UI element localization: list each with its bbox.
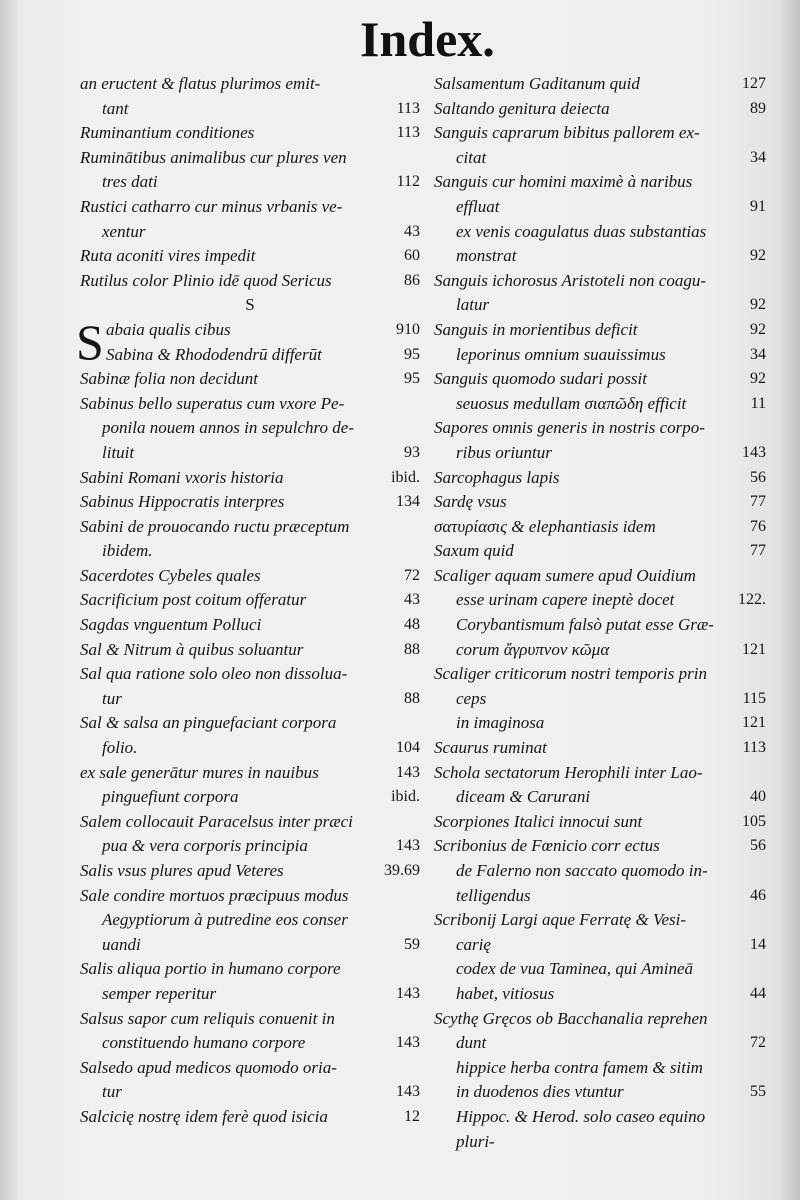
- entry-text: Schola sectatorum Herophili inter Lao-: [434, 762, 703, 782]
- index-entry: [80, 908, 420, 933]
- entry-text: in imaginosa: [456, 713, 545, 733]
- page-number: 72: [750, 1034, 766, 1052]
- entry-text: lituit: [102, 442, 135, 462]
- page-number: 910: [396, 320, 420, 338]
- index-entry: [434, 269, 766, 294]
- index-entry: [434, 957, 766, 982]
- entry-text: leporinus omnium suauissimus: [456, 344, 666, 364]
- entry-text: Sanguis ichorosus Aristoteli non coagu-: [434, 270, 706, 290]
- index-entry: [434, 687, 766, 712]
- page-number: 95: [404, 345, 420, 363]
- page-number: ibid.: [391, 468, 420, 486]
- index-entry: [434, 982, 766, 1007]
- index-entry: [80, 1105, 420, 1130]
- entry-text: Ruminātibus animalibus cur plures ven: [80, 147, 347, 167]
- index-entry: [80, 613, 420, 638]
- index-entry: [80, 638, 420, 663]
- entry-text: Scythę Gręcos ob Bacchanalia reprehen: [434, 1008, 708, 1028]
- page-number: 134: [396, 493, 420, 511]
- entry-text: Sardę vsus: [434, 492, 507, 512]
- index-entry: [434, 1056, 766, 1081]
- entry-text: ibidem.: [102, 541, 153, 561]
- page-number: 56: [750, 837, 766, 855]
- entry-text: pluri-: [456, 1131, 495, 1151]
- index-entry: [80, 539, 420, 564]
- entry-text: diceam & Carurani: [456, 787, 591, 807]
- index-entry: [434, 613, 766, 638]
- index-entry: [80, 121, 420, 146]
- entry-text: Corybantismum falsò putat esse Græ-: [456, 615, 714, 635]
- index-entry: [434, 1080, 766, 1105]
- index-entry: [434, 466, 766, 491]
- index-entry: [434, 1130, 766, 1155]
- entry-text: Sabinæ folia non decidunt: [80, 369, 259, 389]
- entry-text: Salsedo apud medicos quomodo oria-: [80, 1057, 337, 1077]
- entry-text: hippice herba contra famem & sitim: [456, 1057, 703, 1077]
- index-entry: [80, 244, 420, 269]
- entry-text: in duodenos dies vtuntur: [456, 1082, 624, 1102]
- page-number: 113: [396, 124, 420, 142]
- page-number: 143: [396, 984, 420, 1002]
- index-entry: [434, 933, 766, 958]
- index-entry: [80, 220, 420, 245]
- entry-text: ex venis coagulatus duas substantias: [456, 221, 707, 241]
- page-number: 143: [396, 1034, 420, 1052]
- entry-text: citat: [456, 147, 487, 167]
- entry-text: σατυρίασις & elephantiasis idem: [434, 516, 656, 536]
- entry-text: constituendo humano corpore: [102, 1033, 306, 1053]
- page-number: 14: [750, 935, 766, 953]
- index-entry: [80, 810, 420, 835]
- index-entry: [80, 736, 420, 761]
- index-entry: [434, 564, 766, 589]
- page-number: 77: [750, 493, 766, 511]
- page-number: 113: [396, 99, 420, 117]
- page-number: 105: [742, 812, 766, 830]
- page-number: 127: [742, 75, 766, 92]
- entry-text: Sapores omnis generis in nostris corpo-: [434, 418, 705, 438]
- entry-text: Saltando genitura deiecta: [434, 98, 610, 118]
- entry-text: uandi: [102, 934, 141, 954]
- index-entry: [434, 785, 766, 810]
- entry-text: Sarcophagus lapis: [434, 467, 560, 487]
- entry-text: Scribonius de Fœnicio corr ectus: [434, 836, 660, 856]
- entry-text: Scorpiones Italici innocui sunt: [434, 811, 643, 831]
- index-entry: [80, 170, 420, 195]
- index-entry: [80, 441, 420, 466]
- index-entry: [80, 785, 420, 810]
- page-number: 48: [404, 616, 420, 634]
- page-number: 43: [404, 591, 420, 609]
- index-column-right: [434, 72, 766, 1154]
- index-entry: [80, 761, 420, 786]
- index-entry: [80, 711, 420, 736]
- page-number: 56: [750, 468, 766, 486]
- index-entry: [80, 490, 420, 515]
- entry-text: Sacerdotes Cybeles quales: [80, 565, 261, 585]
- index-entry: [80, 515, 420, 540]
- entry-text: Sal & salsa an pinguefaciant corpora: [80, 713, 337, 733]
- entry-text: Sabinus bello superatus cum vxore Pe-: [80, 393, 345, 413]
- index-entry: [80, 195, 420, 220]
- entry-text: ceps: [456, 688, 487, 708]
- index-entry: [80, 859, 420, 884]
- entry-text: Salsamentum Gaditanum quid: [434, 74, 640, 93]
- index-entry: [434, 539, 766, 564]
- page-number: 91: [750, 197, 766, 215]
- page-number: 112: [396, 173, 420, 191]
- index-entry: [434, 97, 766, 122]
- index-entry: [434, 220, 766, 245]
- index-entry: [434, 490, 766, 515]
- page-number: 92: [750, 320, 766, 338]
- page-number: 60: [404, 247, 420, 265]
- index-entry: [80, 97, 420, 122]
- entry-text: esse urinam capere ineptè docet: [456, 590, 675, 610]
- entry-text: Hippoc. & Herod. solo caseo equino: [456, 1106, 706, 1126]
- index-entry: [80, 884, 420, 909]
- entry-text: Sanguis caprarum bibitus pallorem ex-: [434, 123, 700, 143]
- index-entry: [434, 761, 766, 786]
- index-entry: [434, 441, 766, 466]
- entry-text: semper reperitur: [102, 983, 217, 1003]
- page-number: 121: [742, 640, 766, 658]
- page-number: 55: [750, 1083, 766, 1101]
- index-entry: [434, 1031, 766, 1056]
- index-entry: [434, 170, 766, 195]
- index-entry: [80, 1031, 420, 1056]
- entry-text: tur: [102, 1082, 122, 1102]
- entry-text: an eructent & flatus plurimos emit-: [80, 74, 321, 93]
- entry-text: Sacrificium post coitum offeratur: [80, 590, 307, 610]
- entry-text: de Falerno non saccato quomodo in-: [456, 861, 708, 880]
- page-number: 40: [750, 788, 766, 806]
- page-number: 143: [742, 443, 766, 461]
- index-entry: [80, 834, 420, 859]
- entry-text: Salis vsus plures apud Veteres: [80, 861, 284, 880]
- index-entry: [80, 588, 420, 613]
- entry-text: pua & vera corporis principia: [102, 836, 308, 856]
- index-entry: [434, 416, 766, 441]
- page-edge-shadow: [778, 0, 800, 1200]
- index-entry: [434, 244, 766, 269]
- entry-text: tres dati: [102, 172, 158, 192]
- entry-text: pinguefiunt corpora: [102, 787, 239, 807]
- entry-text: Sabini Romani vxoris historia: [80, 467, 284, 487]
- entry-text: latur: [456, 295, 490, 315]
- index-entry: [434, 810, 766, 835]
- entry-text: Salem collocauit Paracelsus inter præci: [80, 811, 353, 831]
- entry-text: Scaurus ruminat: [434, 738, 547, 758]
- index-entry: [80, 343, 420, 368]
- entry-text: ponila nouem annos in sepulchro de-: [102, 418, 354, 438]
- index-entry: [434, 1105, 766, 1130]
- entry-text: ribus oriuntur: [456, 442, 552, 462]
- page-number: 104: [396, 739, 420, 757]
- entry-text: xentur: [102, 221, 146, 241]
- index-entry: [80, 367, 420, 392]
- page-number: 72: [404, 566, 420, 584]
- page-number: 43: [404, 222, 420, 240]
- index-entry: [80, 269, 420, 294]
- entry-text: Ruminantium conditiones: [80, 123, 255, 143]
- entry-text: tant: [102, 98, 129, 118]
- index-entry: [434, 367, 766, 392]
- page-number: 77: [750, 542, 766, 560]
- page-number: 12: [404, 1107, 420, 1125]
- entry-text: Salsus sapor cum reliquis conuenit in: [80, 1008, 335, 1028]
- entry-text: codex de vua Taminea, qui Amineā: [456, 959, 694, 979]
- entry-text: Rutilus color Plinio idē quod Sericus: [80, 270, 332, 290]
- entry-text: Sanguis cur homini maximè à naribus: [434, 172, 693, 192]
- page-number: 143: [396, 1083, 420, 1101]
- entry-text: Sabini de prouocando ructu præceptum: [80, 516, 350, 536]
- entry-text: Scaliger criticorum nostri temporis prin: [434, 664, 707, 684]
- index-entry: [80, 933, 420, 958]
- entry-text: folio.: [102, 738, 138, 758]
- index-entry: [80, 687, 420, 712]
- index-entry: [434, 72, 766, 97]
- entry-text: Scribonij Largi aque Ferratę & Vesi-: [434, 910, 686, 930]
- entry-text: ex sale generātur mures in nauibus: [80, 762, 319, 782]
- page-number: 92: [750, 370, 766, 388]
- page-number: 143: [396, 763, 420, 781]
- page-number: 92: [750, 247, 766, 265]
- entry-text: Rustici catharro cur minus vrbanis ve-: [80, 196, 343, 216]
- page-number: 95: [404, 370, 420, 388]
- page-number: 113: [742, 739, 766, 757]
- entry-text: Ruta aconiti vires impedit: [80, 246, 256, 266]
- index-entry: [80, 392, 420, 417]
- entry-text: habet, vitiosus: [456, 983, 555, 1003]
- index-entry: [434, 293, 766, 318]
- entry-text: telligendus: [456, 885, 531, 905]
- entry-text: Salis aliqua portio in humano corpore: [80, 959, 341, 979]
- entry-text: tur: [102, 688, 122, 708]
- page-number: 44: [750, 984, 766, 1002]
- page-number: 39.69: [384, 862, 420, 879]
- entry-text: Sagdas vnguentum Polluci: [80, 615, 262, 635]
- drop-capital: S: [76, 313, 104, 370]
- entry-text: Sabinus Hippocratis interpres: [80, 492, 285, 512]
- index-entry: [434, 736, 766, 761]
- letter-section-heading: S: [245, 295, 255, 315]
- index-entry: [434, 515, 766, 540]
- entry-text: Scaliger aquam sumere apud Ouidium: [434, 565, 696, 585]
- entry-text: Sabina & Rhododendrū differūt: [106, 344, 322, 364]
- index-entry: [434, 638, 766, 663]
- page-number: 11: [750, 394, 766, 412]
- index-entry: [80, 466, 420, 491]
- entry-text: carię: [456, 934, 491, 954]
- index-entry: [80, 662, 420, 687]
- entry-text: effluat: [456, 196, 500, 216]
- entry-text: dunt: [456, 1033, 487, 1053]
- page-number: 121: [742, 714, 766, 732]
- entry-text: monstrat: [456, 246, 517, 266]
- page-number: 143: [396, 837, 420, 855]
- entry-text: seuosus medullam σιαπῶδη efficit: [456, 393, 687, 413]
- page-gutter-shadow: [0, 0, 18, 1200]
- index-entry: [80, 416, 420, 441]
- index-entry: [434, 884, 766, 909]
- page-number: 122.: [738, 591, 766, 609]
- index-entry: [80, 1080, 420, 1105]
- index-entry: [434, 908, 766, 933]
- index-entry: [434, 1007, 766, 1032]
- index-entry: [434, 343, 766, 368]
- index-entry: [434, 834, 766, 859]
- page-number: 92: [750, 296, 766, 314]
- index-entry: [434, 318, 766, 343]
- index-entry: [434, 662, 766, 687]
- entry-text: Sal & Nitrum à quibus soluantur: [80, 639, 304, 659]
- running-head: Index.: [360, 11, 495, 67]
- index-entry: [80, 564, 420, 589]
- page-number: 93: [404, 443, 420, 461]
- index-entry: [434, 711, 766, 736]
- entry-text: Aegyptiorum à putredine eos conser: [102, 910, 348, 930]
- index-entry: [80, 146, 420, 171]
- page-number: 88: [404, 689, 420, 707]
- entry-text: Sale condire mortuos præcipuus modus: [80, 885, 349, 905]
- index-entry: [434, 195, 766, 220]
- page-number: 88: [404, 640, 420, 658]
- page-number: 86: [404, 271, 420, 289]
- entry-text: abaia qualis cibus: [106, 319, 231, 339]
- index-entry: [80, 982, 420, 1007]
- page-number: 46: [750, 886, 766, 904]
- page-number: 76: [750, 517, 766, 535]
- index-entry: [434, 146, 766, 171]
- entry-text: Sanguis in morientibus deficit: [434, 319, 638, 339]
- index-entry: [80, 957, 420, 982]
- entry-text: Saxum quid: [434, 541, 514, 561]
- index-entry: [80, 1007, 420, 1032]
- entry-text: Sal qua ratione solo oleo non dissolua-: [80, 664, 348, 684]
- index-entry: [434, 121, 766, 146]
- page-number: 115: [742, 689, 766, 707]
- index-entry: [434, 859, 766, 884]
- index-entry: [434, 588, 766, 613]
- page-number: 34: [750, 148, 766, 166]
- entry-text: corum ἄγρυπνον κῶμα: [456, 639, 610, 659]
- page-number: ibid.: [391, 788, 420, 806]
- page-number: 59: [404, 935, 420, 953]
- entry-text: Salcicię nostrę idem ferè quod isicia: [80, 1106, 328, 1126]
- page-number: 34: [750, 345, 766, 363]
- index-entry: [80, 72, 420, 97]
- index-entry: [80, 1056, 420, 1081]
- page-number: 89: [750, 99, 766, 117]
- index-entry: [434, 392, 766, 417]
- index-column-left: [76, 72, 420, 1130]
- entry-text: Sanguis quomodo sudari possit: [434, 369, 647, 389]
